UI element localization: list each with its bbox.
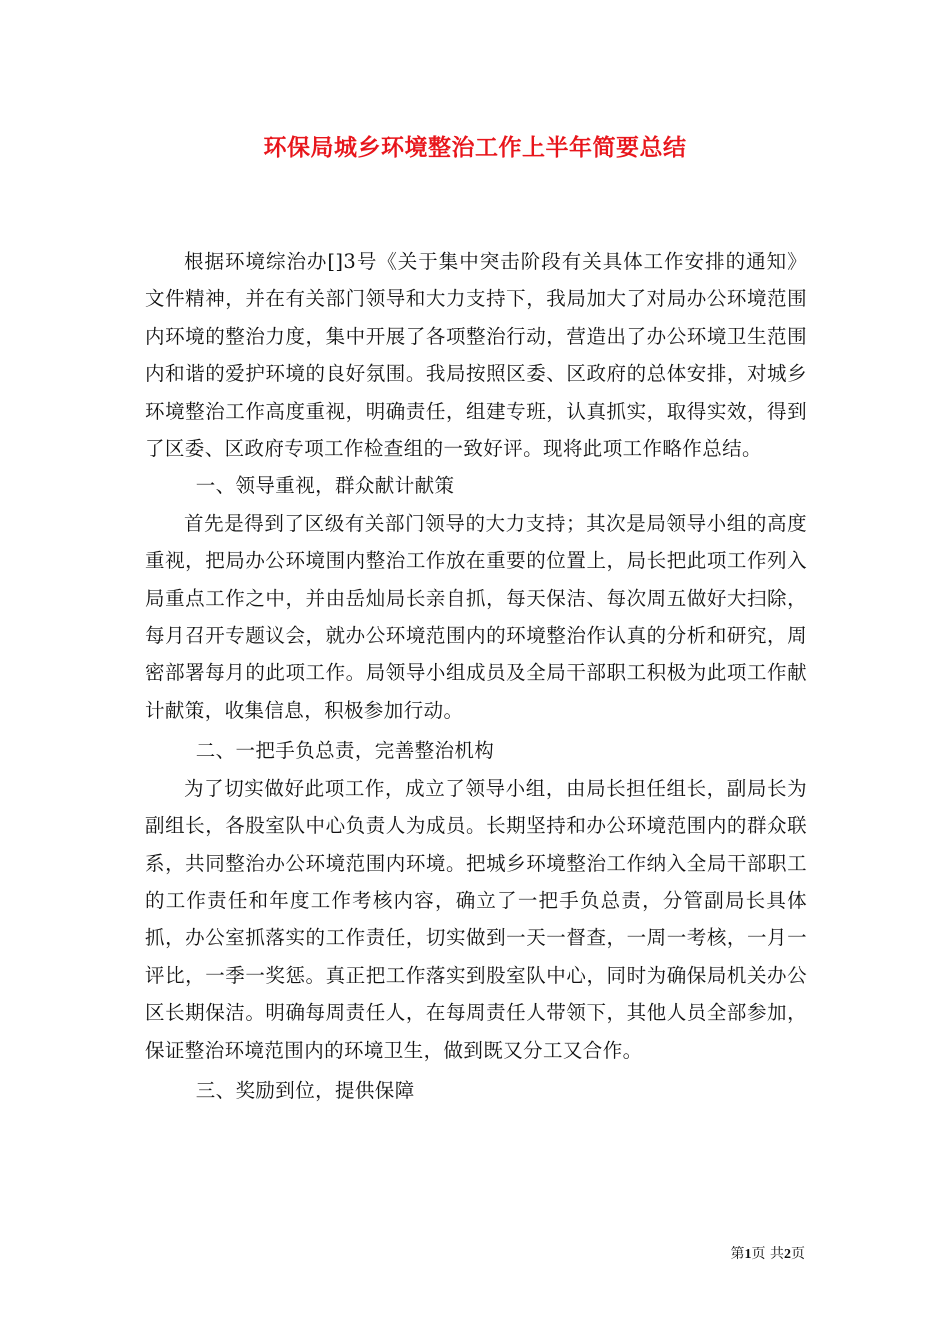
total-page-number: 2 — [784, 1247, 791, 1262]
section-heading-1: 一、领导重视，群众献计献策 — [195, 474, 455, 498]
section-heading-3: 三、奖励到位，提供保障 — [195, 1078, 415, 1102]
document-title: 环保局城乡环境整治工作上半年简要总结 — [263, 134, 687, 161]
footer-middle: 页 共 — [751, 1246, 784, 1262]
section-paragraph-2: 为了切实做好此项工作，成立了领导小组，由局长担任组长，副局长为副组长，各股室队中心负责人为成员。长期坚持和办公环境范围内的群众联系，共同整治办公环境范围内环境。把城乡环境整治工作纳入全局干部职工的工作责任和年度工作考核内容，确立了一把手负总责，分管副局长具体抓，办公室抓落实的工作责任，切实做到一天一督查，一周一考核，一月一评比，一季一奖惩。真正把工作落实到股室队中心，同时为确保局机关办公区长期保洁。明确每周责任人，在每周责任人带领下，其他人员全部参加，保证整治环境范围内的环境卫生，做到既又分工又合作。 — [145, 776, 807, 1062]
section-paragraph-1: 首先是得到了区级有关部门领导的大力支持；其次是局领导小组的高度重视，把局办公环境围内整治工作放在重要的位置上，局长把此项工作列入局重点工作之中，并由岳灿局长亲自抓，每天保洁、每次周五做好大扫除，每月召开专题议会，就办公环境范围内的环境整治作认真的分析和研究，周密部署每月的此项工作。局领导小组成员及全局干部职工积极为此项工作献计献策，收集信息，积极参加行动。 — [145, 511, 807, 722]
document-body — [145, 243, 807, 1109]
section-heading-2: 二、一把手负总责，完善整治机构 — [195, 739, 495, 763]
page-number-footer — [731, 1244, 805, 1265]
intro-paragraph: 根据环境综治办[]3号《关于集中突击阶段有关具体工作安排的通知》文件精神，并在有关部门领导和大力支持下，我局加大了对局办公环境范围内环境的整治力度，集中开展了各项整治行动，营造出了办公环境卫生范围内和谐的爱护环境的良好氛围。我局按照区委、区政府的总体安排，对城乡环境整治工作高度重视，明确责任，组建专班，认真抓实，取得实效，得到了区委、区政府专项工作检查组的一致好评。现将此项工作略作总结。 — [145, 250, 807, 461]
current-page-number: 1 — [744, 1247, 752, 1262]
footer-prefix: 第 — [730, 1246, 745, 1262]
footer-suffix: 页 — [791, 1246, 805, 1262]
